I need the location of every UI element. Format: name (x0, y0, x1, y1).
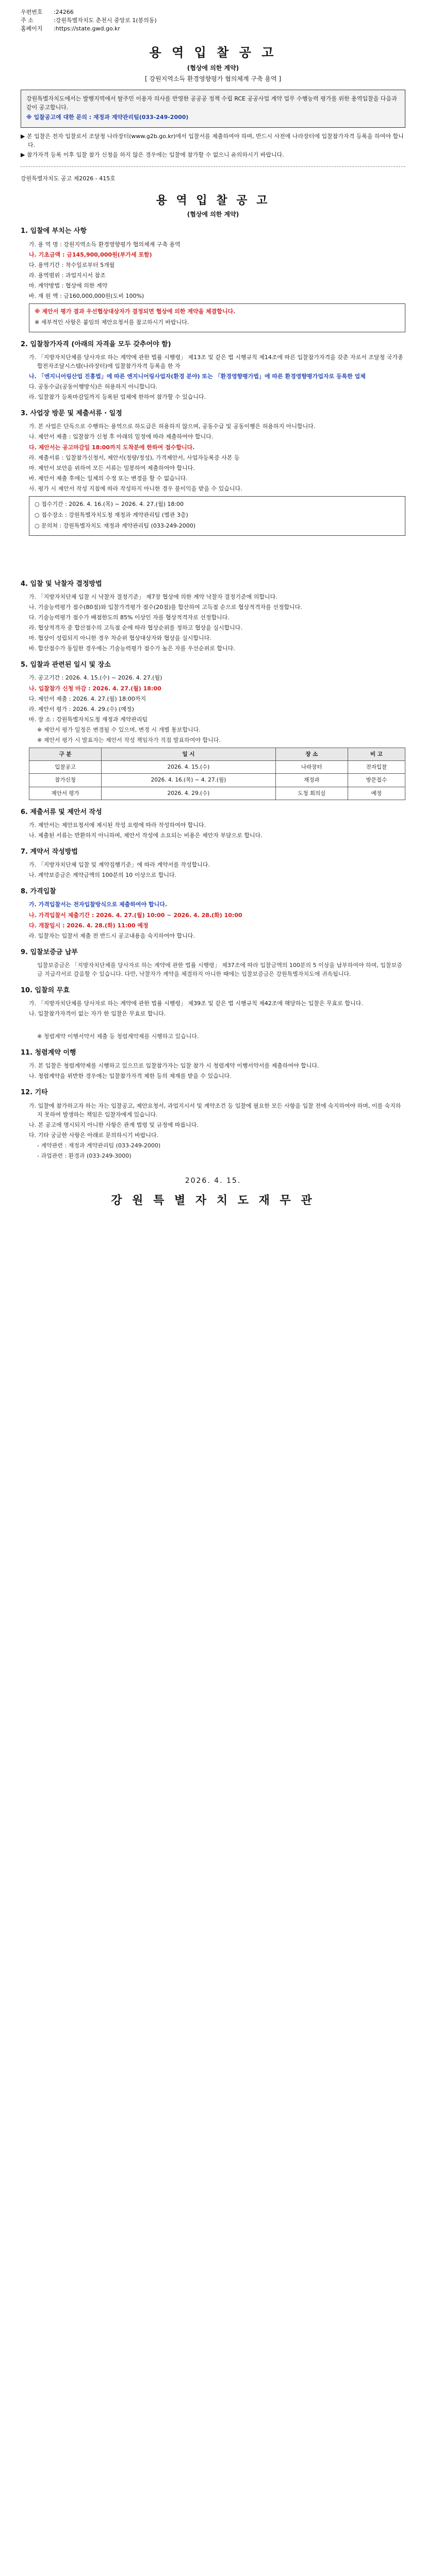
section-title: 1. 입찰에 부치는 사항 (21, 227, 87, 235)
table-cell: 참가신청 (29, 774, 102, 787)
section-3 (21, 409, 405, 536)
table-cell: 2026. 4. 29.(수) (102, 787, 276, 800)
list-item: 가. 「지방자치단체 입찰 시 낙찰자 결정기준」 제7장 협상에 의한 계약 낙찰자 결정기준에 의합니다. (29, 594, 277, 601)
issuing-organization: 강 원 특 별 자 치 도 재 무 관 (111, 1194, 315, 1207)
table-row (29, 761, 405, 774)
list-item: 마. 협상이 성립되지 아니한 경우 차순위 협상대상자와 협상을 실시합니다. (29, 635, 211, 642)
table-cell: 전자입찰 (348, 761, 405, 774)
schedule-table (29, 748, 405, 800)
notice-box (29, 303, 405, 332)
section-12 (21, 1088, 405, 1160)
list-item: 가. 「지방자치단체를 당사자로 하는 계약에 관한 법률 시행령」 제13조 및 같은 법 시행규칙 제14조에 따른 입찰참가자격을 갖춘 자로서 조달청 국가종합전자조달시스템(나라장터)에 입찰참가자격 등록을 한 자 (29, 354, 403, 370)
list-item: 라. 입찰참가 등록마감일까지 등록된 업체에 한하여 참가할 수 있습니다. (29, 394, 206, 401)
list-item: 나. 기초금액 : 금145,900,000원(부가세 포함) (29, 251, 152, 258)
note: ※ 제안서 평가 결과 우선협상대상자가 결정되면 협상에 의한 계약을 체결합니다. (35, 308, 236, 315)
list-item: 바. 제안서 제출 후에는 일체의 수정 또는 변경을 할 수 없습니다. (29, 474, 188, 482)
box-line: ○ 접수기간 : 2026. 4. 16.(목) ~ 2026. 4. 27.(월) 18:00 (35, 500, 184, 507)
section-title: 4. 입찰 및 낙찰자 결정방법 (21, 580, 102, 588)
table-cell: 방문접수 (348, 774, 405, 787)
list-item: 다. 용역기간 : 착수일로부터 5개월 (29, 261, 115, 268)
table-cell: 제안서 평가 (29, 787, 102, 800)
section-1 (21, 226, 405, 332)
blank-space (21, 543, 405, 574)
section-8 (21, 887, 405, 940)
notice-title: 용 역 입 찰 공 고 (156, 194, 270, 207)
section-5 (21, 660, 405, 800)
divider (21, 166, 405, 167)
list-item: 나. 기술능력평가 점수(80점)와 입찰가격평가 점수(20점)를 합산하여 고득점 순으로 협상적격자를 선정합니다. (29, 604, 302, 611)
section-4 (21, 579, 405, 653)
list-item: 가. 용 역 명 : 강원지역소득 환경영향평가 협의체계 구축 용역 (29, 241, 181, 248)
list-item: 가. 가격입찰서는 전자입찰방식으로 제출하여야 합니다. (29, 901, 168, 908)
list-item: 가. 제안서는 제안요청서에 제시된 작성 요령에 따라 작성하여야 합니다. (29, 821, 206, 828)
list-item: 마. 제안서 보안을 위하여 모든 서류는 밀봉하여 제출하여야 합니다. (29, 464, 195, 471)
list-item: 가. 「지방자치단체를 당사자로 하는 계약에 관한 법률 시행령」 제39조 및 같은 법 시행규칙 제42조에 해당하는 입찰은 무효로 합니다. (29, 1000, 363, 1007)
meta-homepage: 홈페이지 : https://state.gwd.go.kr (21, 25, 120, 32)
table-header: 비 고 (348, 748, 405, 760)
notice-date: 2026. 4. 15. (185, 1176, 241, 1185)
note: ※ 세부적인 사항은 붙임의 제안요청서를 참고하시기 바랍니다. (35, 318, 189, 326)
contact-line: - 과업관련 : 환경과 (033-249-3000) (37, 1152, 132, 1159)
table-row (29, 787, 405, 800)
list-item: 나. 본 공고에 명시되지 아니한 사항은 관계 법령 및 규정에 따릅니다. (29, 1121, 199, 1128)
note: ※ 제안서 평가 시 발표자는 제안서 작성 책임자가 직접 발표하여야 합니다. (37, 736, 221, 743)
table-header: 장 소 (275, 748, 348, 760)
list-item: 나. 가격입찰서 제출기간 : 2026. 4. 27.(월) 10:00 ~ 2026. 4. 28.(화) 10:00 (29, 911, 242, 919)
box-line: ○ 접수장소 : 강원특별자치도청 재정과 계약관리팀 (별관 3층) (35, 511, 188, 518)
note: ※ 제안서 평가 일정은 변경될 수 있으며, 변경 시 개별 통보합니다. (37, 726, 201, 733)
notice-number: 강원특별자치도 공고 제2026 - 415호 (21, 175, 116, 182)
table-header-row (29, 748, 405, 760)
intro-list-item: ▶ 본 입찰은 전자 입찰로서 조달청 나라장터(www.g2b.go.kr)에서 입찰서를 제출하여야 하며, 반드시 사전에 나라장터에 입찰참가자격 등록을 하여야 합니다. (21, 132, 404, 148)
section-title: 2. 입찰참가자격 (아래의 자격을 모두 갖추어야 함) (21, 340, 171, 348)
list-item: 다. 개찰일시 : 2026. 4. 28.(화) 11:00 예정 (29, 922, 149, 929)
list-item: 바. 합산점수가 동일한 경우에는 기술능력평가 점수가 높은 자를 우선순위로 합니다. (29, 645, 235, 652)
section-9 (21, 947, 405, 978)
cover-subtitle-project: [ 강원지역소득 환경영향평가 협의체계 구축 용역 ] (144, 75, 282, 82)
intro-text: 강원특별자치도에서는 발행지역에서 탈주민 이용자 의사를 반영한 공공공 정책 수립 RCE 공공사업 계약 업무 수행능력 평가를 위한 용역입찰을 다음과 같이 공고합니다. (26, 95, 397, 111)
meta-address: 주 소 : 강원특별자치도 춘천시 중앙로 1(봉의동) (21, 17, 157, 24)
list-item: 가. 「지방자치단체 입찰 및 계약집행기준」에 따라 계약서를 작성합니다. (29, 861, 210, 869)
list-item: 바. 재 원 액 : 금160,000,000원(도비 100%) (29, 292, 144, 299)
table-cell: 예정 (348, 787, 405, 800)
list-item: 다. 기타 궁금한 사항은 아래로 문의하시기 바랍니다. (29, 1131, 159, 1139)
intro-box (21, 90, 405, 127)
list-item: 가. 공고기간 : 2026. 4. 15.(수) ~ 2026. 4. 27.(월) (29, 674, 162, 682)
table-cell: 입찰공고 (29, 761, 102, 774)
list-item: 다. 기술능력평가 점수가 배점한도의 85% 이상인 자를 협상적격자로 선정합니다. (29, 614, 230, 621)
box-line: ○ 문의처 : 강원특별자치도 재정과 계약관리팀 (033-249-2000) (35, 522, 196, 529)
list-item: 라. 제안서 평가 : 2026. 4. 29.(수) (예정) (29, 705, 134, 713)
list-item: 나. 제안서 제출 : 입찰참가 신청 후 아래의 일정에 따라 제출하여야 합니다. (29, 433, 214, 440)
section-10 (21, 986, 405, 1041)
submission-box (29, 496, 405, 536)
notice-subtitle: (협상에 의한 계약) (187, 210, 239, 218)
table-row (29, 774, 405, 787)
list-item: 나. 입찰참가 신청 마감 : 2026. 4. 27.(월) 18:00 (29, 685, 161, 692)
list-item: 다. 제안서 제출 : 2026. 4. 27.(월) 18:00까지 (29, 695, 146, 702)
list-item: 다. 제안서는 공고마감일 18:00까지 도착분에 한하여 접수합니다. (29, 444, 195, 451)
cover-title: 용 역 입 찰 공 고 (149, 45, 277, 60)
contact-line: - 계약관련 : 재정과 계약관리팀 (033-249-2000) (37, 1142, 161, 1149)
intro-list (21, 132, 405, 159)
section-2 (21, 340, 405, 401)
list-item: 가. 입찰에 참가하고자 하는 자는 입찰공고, 제안요청서, 과업지시서 및 계약조건 등 입찰에 필요한 모든 사항을 입찰 전에 숙지하여야 하며, 이를 숙지하지 못하여 발생하는 책임은 입찰자에게 있습니다. (29, 1102, 401, 1118)
cover-meta (21, 8, 405, 33)
blank-space (21, 1020, 405, 1032)
table-cell: 재정과 (275, 774, 348, 787)
list-item: 마. 계약방법 : 협상에 의한 계약 (29, 282, 108, 289)
list-item: 다. 공동수급(공동이행방식)은 허용하지 아니합니다. (29, 383, 158, 391)
table-cell: 2026. 4. 15.(수) (102, 761, 276, 774)
table-cell: 도청 회의실 (275, 787, 348, 800)
section-title: 7. 계약서 작성방법 (21, 848, 78, 856)
homepage-link[interactable]: https://state.gwd.go.kr (55, 25, 120, 32)
table-header: 구 분 (29, 748, 102, 760)
list-item: 가. 본 사업은 단독으로 수행하는 용역으로 하도급은 허용하지 않으며, 공동수급 및 공동이행은 허용하지 아니합니다. (29, 423, 316, 430)
list-item: 라. 용역범위 : 과업지시서 참조 (29, 272, 106, 279)
list-item: 나. 제출된 서류는 반환하지 아니하며, 제안서 작성에 소요되는 비용은 제안자 부담으로 합니다. (29, 832, 263, 839)
section-11 (21, 1048, 405, 1080)
section-title: 6. 제출서류 및 제안서 작성 (21, 808, 102, 816)
intro-list-item: ▶ 참가자격 등록 이후 입찰 참가 신청을 하지 않은 경우에는 입찰에 참가할 수 없으니 유의하시기 바랍니다. (21, 151, 284, 158)
section-title: 8. 가격입찰 (21, 888, 56, 896)
section-title: 5. 입찰과 관련된 일시 및 장소 (21, 661, 111, 669)
list-item: 라. 입찰자는 입찰서 제출 전 반드시 공고내용을 숙지하여야 합니다. (29, 932, 195, 939)
section-title: 3. 사업장 방문 및 제출서류 · 일정 (21, 410, 122, 418)
table-cell: 나라장터 (275, 761, 348, 774)
table-cell: 2026. 4. 16.(목) ~ 4. 27.(월) (102, 774, 276, 787)
section-title: 9. 입찰보증금 납부 (21, 948, 78, 956)
list-item: 가. 본 입찰은 청렴계약제를 시행하고 있으므로 입찰참가자는 입찰 참가 시 청렴계약 이행서약서를 제출하여야 합니다. (29, 1062, 319, 1070)
section-title: 10. 입찰의 무효 (21, 986, 70, 994)
intro-contact: ※ 입찰공고에 대한 문의 : 재정과 계약관리팀(033-249-2000) (26, 114, 189, 121)
cover-subtitle: (협상에 의한 계약) (187, 64, 239, 72)
section-title: 12. 기타 (21, 1089, 48, 1097)
table-header: 일 시 (102, 748, 276, 760)
section-title: 11. 청렴계약 이행 (21, 1049, 76, 1057)
note: ※ 청렴계약 이행서약서 제출 등 청렴계약제를 시행하고 있습니다. (37, 1033, 199, 1040)
list-item: 나. 계약보증금은 계약금액의 100분의 10 이상으로 합니다. (29, 872, 177, 879)
list-item: 마. 장 소 : 강원특별자치도청 재정과 계약관리팀 (29, 716, 148, 723)
paragraph: 입찰보증금은 「지방자치단체를 당사자로 하는 계약에 관한 법률 시행령」 제37조에 따라 입찰금액의 100분의 5 이상을 납부하여야 하며, 입찰보증금 지급각서로 갈음할 수 있습니다. 다만, 낙찰자가 계약을 체결하지 아니한 때에는 입찰보증금은 강원특별자치도에 귀속됩니다. (37, 961, 402, 977)
list-item: 라. 협상적격자 중 합산점수의 고득점 순에 따라 협상순위를 정하고 협상을 실시합니다. (29, 624, 242, 632)
list-item: 나. 청렴계약을 위반한 경우에는 입찰참가자격 제한 등의 제재를 받을 수 있습니다. (29, 1073, 232, 1080)
meta-postal: 우편번호 : 24266 (21, 9, 74, 15)
list-item: 나. 「엔지니어링산업 진흥법」에 따른 엔지니어링사업자(환경 분야) 또는 「환경영향평가법」에 따른 환경영향평가업자로 등록한 업체 (29, 373, 366, 380)
section-7 (21, 847, 405, 879)
list-item: 라. 제출서류 : 입찰참가신청서, 제안서(정량/정성), 가격제안서, 사업자등록증 사본 등 (29, 454, 240, 461)
list-item: 나. 입찰참가자격이 없는 자가 한 입찰은 무효로 합니다. (29, 1010, 166, 1018)
list-item: 사. 평가 시 제안서 작성 지침에 따라 작성하지 아니한 경우 불이익을 받을 수 있습니다. (29, 485, 242, 492)
section-6 (21, 807, 405, 840)
